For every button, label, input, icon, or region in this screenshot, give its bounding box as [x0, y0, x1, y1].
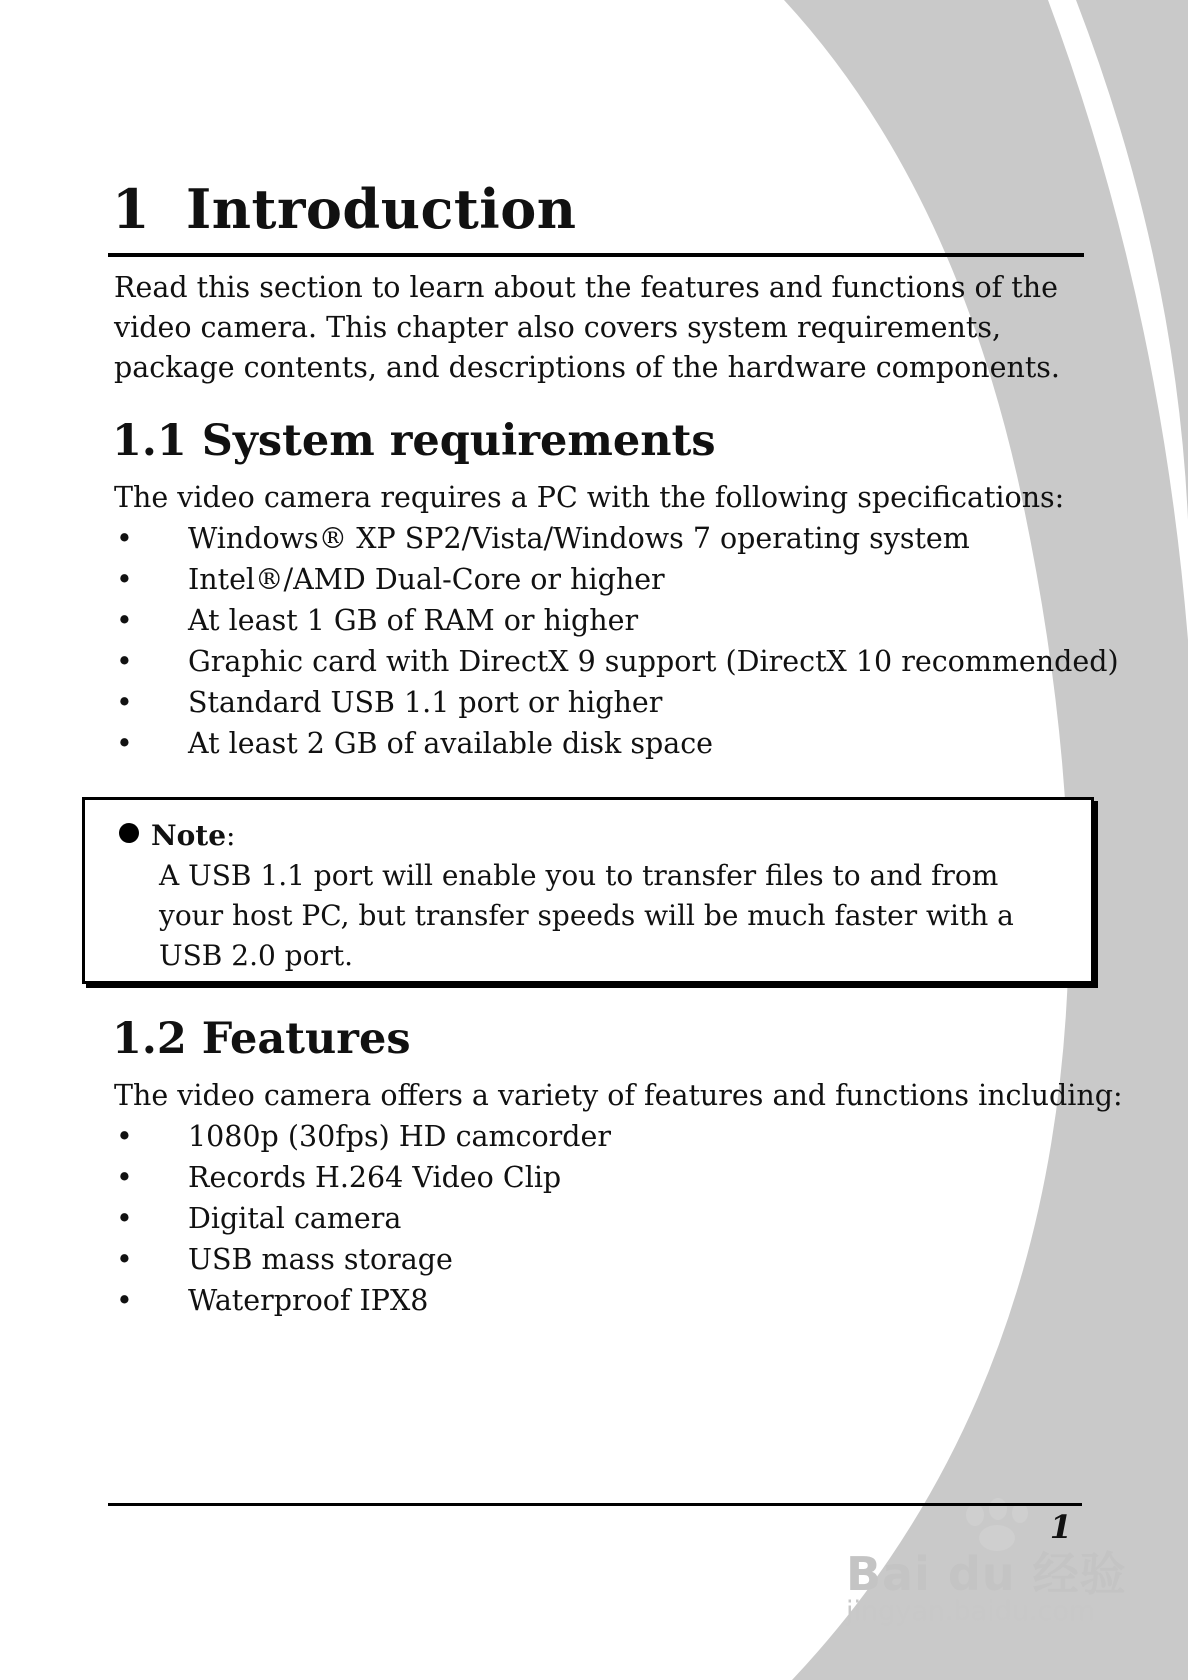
list-item: • Waterproof IPX8: [116, 1280, 611, 1321]
note-label: Note: [151, 819, 227, 852]
bullet-icon: •: [116, 522, 133, 555]
note-heading: [119, 816, 235, 856]
list-item: • 1080p (30fps) HD camcorder: [116, 1116, 611, 1157]
system-requirements-lead: The video camera requires a PC with the following specifications:: [114, 481, 1065, 514]
list-item: • Standard USB 1.1 port or higher: [116, 682, 1119, 723]
intro-paragraph: [114, 268, 1060, 388]
chapter-title: Introduction: [186, 177, 577, 241]
bullet-icon: •: [116, 727, 133, 760]
list-item: • Digital camera: [116, 1198, 611, 1239]
intro-line: package contents, and descriptions of the hardware components.: [114, 351, 1060, 384]
list-item: • Graphic card with DirectX 9 support (DirectX 10 recommended): [116, 641, 1119, 682]
note-colon: :: [226, 819, 236, 852]
list-item: • Records H.264 Video Clip: [116, 1157, 611, 1198]
note-line: A USB 1.1 port will enable you to transfer files to and from: [159, 859, 999, 892]
section-heading-system-requirements: 1.1 System requirements: [112, 416, 716, 466]
bullet-icon: •: [116, 1120, 133, 1153]
heading-rule: [108, 253, 1084, 257]
list-item: • USB mass storage: [116, 1239, 611, 1280]
section-heading-features: 1.2 Features: [112, 1014, 411, 1064]
note-line: USB 2.0 port.: [159, 939, 354, 972]
bullet-icon: •: [116, 563, 133, 596]
list-item: • Windows® XP SP2/Vista/Windows 7 operating system: [116, 518, 1119, 559]
intro-line: Read this section to learn about the features and functions of the: [114, 271, 1058, 304]
chapter-heading: [112, 177, 577, 241]
features-list: [116, 1116, 611, 1321]
chapter-number: 1: [112, 177, 151, 241]
footer-rule: [108, 1503, 1082, 1506]
bullet-icon: •: [116, 1284, 133, 1317]
page-number: 1: [1049, 1508, 1072, 1546]
watermark-logo: Bai du 经验: [846, 1547, 1127, 1601]
bullet-icon: •: [116, 645, 133, 678]
list-item: • At least 2 GB of available disk space: [116, 723, 1119, 764]
bullet-icon: •: [116, 604, 133, 637]
bullet-icon: •: [116, 686, 133, 719]
note-line: your host PC, but transfer speeds will be much faster with a: [159, 899, 1014, 932]
list-item: • Intel®/AMD Dual-Core or higher: [116, 559, 1119, 600]
bullet-icon: •: [116, 1202, 133, 1235]
intro-line: video camera. This chapter also covers system requirements,: [114, 311, 1002, 344]
bullet-icon: •: [116, 1161, 133, 1194]
bullet-icon: •: [116, 1243, 133, 1276]
system-requirements-list: [116, 518, 1119, 764]
watermark-url: jingyan.baidu.com: [846, 1596, 1096, 1627]
list-item: • At least 1 GB of RAM or higher: [116, 600, 1119, 641]
note-body: [159, 856, 1014, 976]
features-lead: The video camera offers a variety of features and functions including:: [114, 1079, 1123, 1112]
note-bullet-icon: [119, 823, 139, 843]
note-box: [82, 797, 1094, 984]
